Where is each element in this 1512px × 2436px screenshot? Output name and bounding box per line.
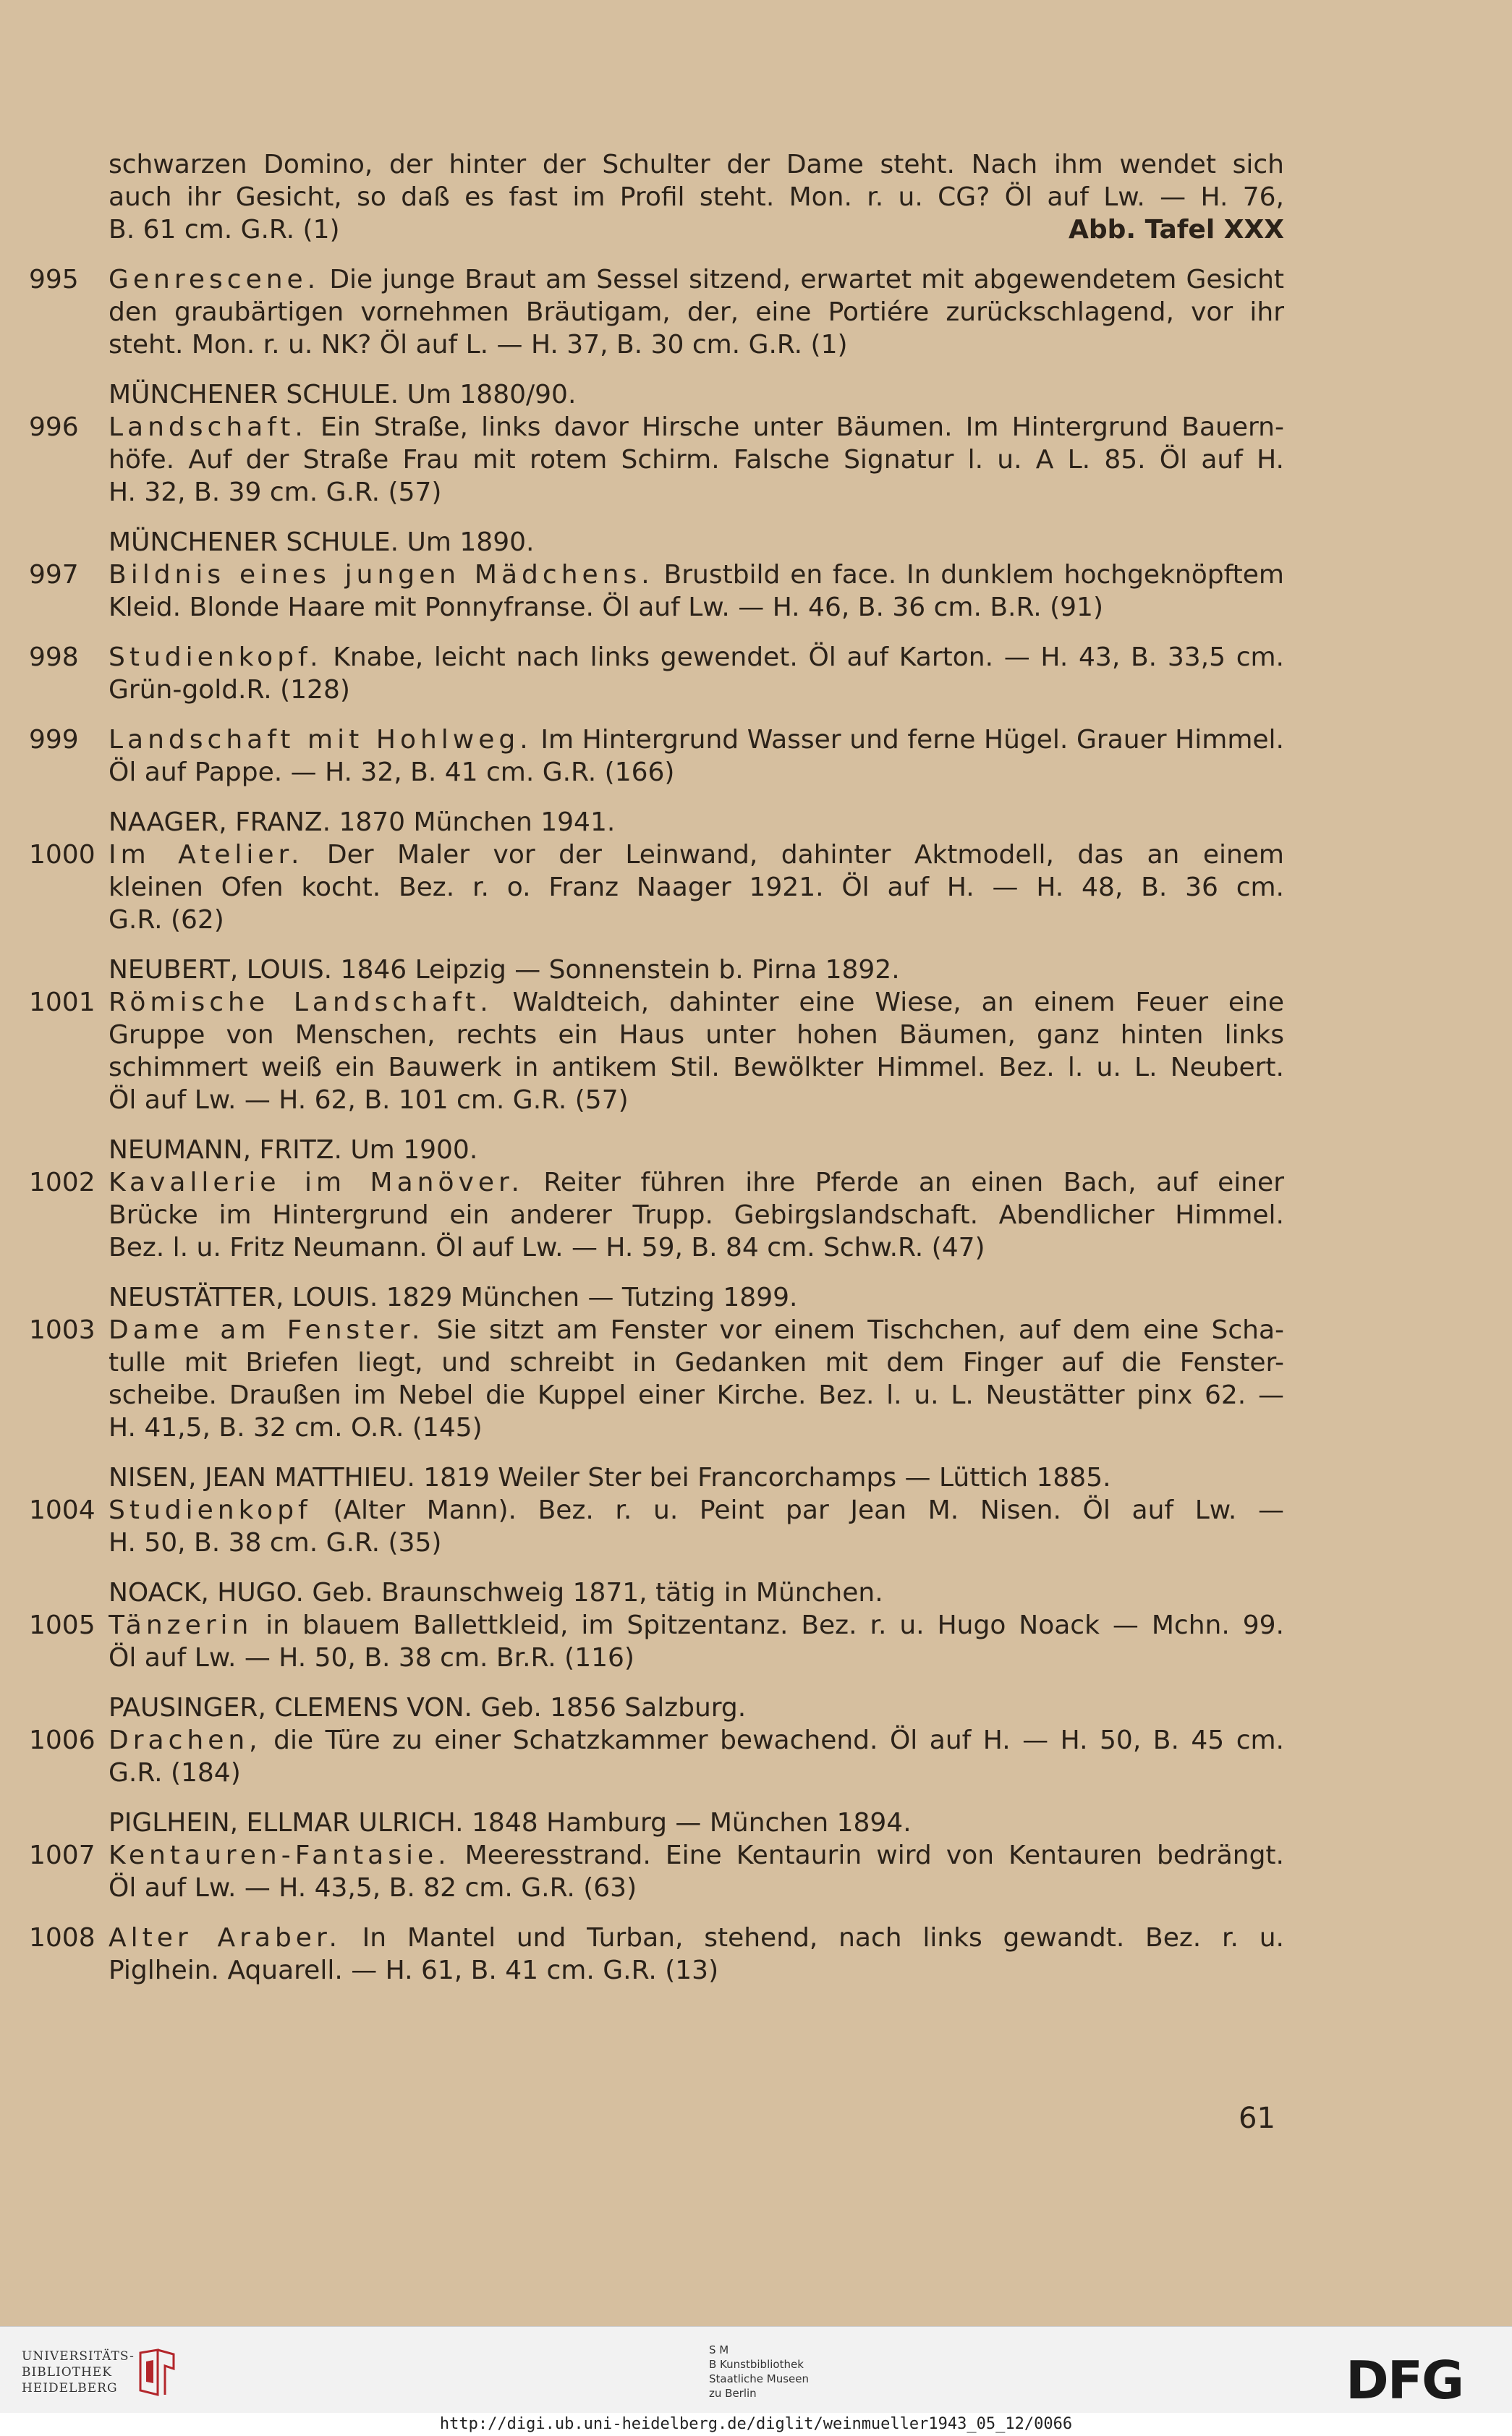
entry-text: Reiter führen ihre Pferde an einen Bach, auf einer — [523, 1168, 1284, 1197]
entry-line: steht. Mon. r. u. NK? Öl auf L. — H. 37, B. 30 cm. G.R. (1) — [109, 330, 848, 360]
entry-line: tulle mit Briefen liegt, und schreibt in Gedanken mit dem Finger auf die Fenster- — [109, 1348, 1284, 1378]
entry-line — [109, 839, 1284, 871]
entry-line: Kleid. Blonde Haare mit Ponnyfranse. Öl auf Lw. — H. 46, B. 36 cm. B.R. (91) — [109, 593, 1103, 622]
entry-line: Öl auf Lw. — H. 50, B. 38 cm. Br.R. (116) — [109, 1643, 634, 1673]
artwork-title: Studienkopf. — [109, 642, 323, 672]
artwork-title: Kentauren-Fantasie. — [109, 1841, 451, 1870]
artist-heading: MÜNCHENER SCHULE. Um 1880/90. — [109, 380, 577, 409]
entry-line: H. 50, B. 38 cm. G.R. (35) — [109, 1528, 442, 1558]
artwork-title: Studienkopf — [109, 1495, 312, 1525]
artist-heading: NEUBERT, LOUIS. 1846 Leipzig — Sonnenstein b. Pirna 1892. — [109, 955, 900, 985]
entry-line: Öl auf Lw. — H. 62, B. 101 cm. G.R. (57) — [109, 1085, 629, 1115]
plate-reference: Abb. Tafel XXX — [1068, 215, 1284, 245]
artwork-title: Dame am Fenster. — [109, 1315, 425, 1345]
catalog-entry — [29, 1494, 1284, 1559]
catalog-entry — [29, 1922, 1284, 1987]
entry-line — [109, 1166, 1284, 1199]
lot-number: 1001 — [29, 988, 95, 1017]
artwork-title: Alter Araber. — [109, 1923, 341, 1953]
entry-text: In Mantel und Turban, stehend, nach links gewandt. Bez. r. u. — [341, 1923, 1284, 1953]
entry-text: Im Hintergrund Wasser und ferne Hügel. Grauer Himmel. — [532, 725, 1284, 755]
entry-text: Waldteich, dahinter eine Wiese, an einem Feuer eine — [492, 988, 1284, 1017]
lot-number: 1003 — [29, 1315, 95, 1345]
catalog-entry — [29, 411, 1284, 509]
artist-heading: NOACK, HUGO. Geb. Braunschweig 1871, tätig in München. — [109, 1578, 883, 1608]
entry-line — [109, 1839, 1284, 1872]
catalog-entry — [29, 559, 1284, 624]
lot-number: 1004 — [29, 1495, 95, 1525]
artwork-title: Drachen, — [109, 1726, 262, 1755]
entry-line: den graubärtigen vornehmen Bräutigam, der, eine Portiére zurückschlagend, vor ihr — [109, 297, 1284, 327]
catalog-entry — [29, 839, 1284, 936]
lot-number: 1002 — [29, 1168, 95, 1197]
entry-line: höfe. Auf der Straße Frau mit rotem Schirm. Falsche Signatur l. u. A L. 85. Öl auf H. — [109, 445, 1284, 475]
catalog-entry — [29, 986, 1284, 1116]
entry-line: Öl auf Lw. — H. 43,5, B. 82 cm. G.R. (63) — [109, 1873, 637, 1903]
entry-line: G.R. (184) — [109, 1758, 241, 1788]
entry-text: (Alter Mann). Bez. r. u. Peint par Jean M. Nisen. Öl auf Lw. — — [311, 1495, 1284, 1525]
artist-heading: NISEN, JEAN MATTHIEU. 1819 Weiler Ster bei Francorchamps — Lüttich 1885. — [109, 1463, 1111, 1493]
entry-line: Brücke im Hintergrund ein anderer Trupp. Gebirgslandschaft. Abendlicher Himmel. — [109, 1200, 1284, 1230]
smb-logo[interactable] — [709, 2343, 809, 2401]
entry-line: schimmert weiß ein Bauwerk in antikem Stil. Bewölkter Himmel. Bez. l. u. L. Neubert. — [109, 1053, 1284, 1082]
entry-text: die Türe zu einer Schatzkammer bewachend. Öl auf H. — H. 50, B. 45 cm. — [261, 1726, 1284, 1755]
lot-number: 999 — [29, 725, 79, 755]
smb-logo-line: S M — [709, 2343, 729, 2356]
entry-line — [109, 1494, 1284, 1527]
entry-line: H. 32, B. 39 cm. G.R. (57) — [109, 478, 442, 507]
entry-line — [109, 213, 1284, 246]
catalog-entry — [109, 148, 1284, 246]
catalog-entry — [29, 1839, 1284, 1904]
entry-line: Öl auf Pappe. — H. 32, B. 41 cm. G.R. (166) — [109, 757, 675, 787]
lot-number: 1000 — [29, 840, 95, 870]
smb-logo-line: B Kunstbibliothek — [709, 2358, 804, 2371]
lot-number: 996 — [29, 412, 79, 442]
lot-number: 998 — [29, 642, 79, 672]
entry-line: kleinen Ofen kocht. Bez. r. o. Franz Naager 1921. Öl auf H. — H. 48, B. 36 cm. — [109, 873, 1284, 902]
lot-number: 995 — [29, 265, 79, 294]
entry-line — [109, 641, 1284, 674]
entry-line: Bez. l. u. Fritz Neumann. Öl auf Lw. — H. 59, B. 84 cm. Schw.R. (47) — [109, 1233, 985, 1262]
catalog-entry — [29, 263, 1284, 361]
lot-number: 1007 — [29, 1841, 95, 1870]
lot-number: 1008 — [29, 1923, 95, 1953]
entry-line — [109, 1609, 1284, 1642]
artist-heading: PAUSINGER, CLEMENS VON. Geb. 1856 Salzburg. — [109, 1693, 747, 1723]
entry-text: Sie sitzt am Fenster vor einem Tischchen, auf dem eine Scha- — [424, 1315, 1284, 1345]
entry-line — [109, 559, 1284, 591]
artwork-title: Bildnis eines jungen Mädchens. — [109, 560, 654, 590]
entry-line — [109, 1922, 1284, 1954]
artwork-title: Genrescene. — [109, 265, 320, 294]
university-library-logo[interactable] — [22, 2348, 135, 2396]
uni-logo-line: BIBLIOTHEK — [22, 2365, 112, 2380]
dfg-logo[interactable]: DFG — [1346, 2350, 1464, 2411]
entry-line: schwarzen Domino, der hinter der Schulter der Dame steht. Nach ihm wendet sich — [109, 150, 1284, 179]
entry-line — [109, 1314, 1284, 1346]
artwork-title: Im Atelier. — [109, 840, 304, 870]
smb-logo-line: zu Berlin — [709, 2387, 757, 2400]
entry-text: Der Maler vor der Leinwand, dahinter Aktmodell, das an einem — [303, 840, 1284, 870]
lot-number: 1006 — [29, 1726, 95, 1755]
artwork-title: Tänzerin — [109, 1610, 253, 1640]
artist-heading: PIGLHEIN, ELLMAR ULRICH. 1848 Hamburg — München 1894. — [109, 1808, 912, 1838]
artist-heading: NEUMANN, FRITZ. Um 1900. — [109, 1135, 478, 1165]
artwork-title: Landschaft. — [109, 412, 307, 442]
uni-logo-line: UNIVERSITÄTS- — [22, 2349, 135, 2364]
smb-logo-line: Staatliche Museen — [709, 2372, 809, 2385]
entry-line — [109, 411, 1284, 444]
entry-line — [109, 1724, 1284, 1757]
source-url[interactable]: http://digi.ub.uni-heidelberg.de/diglit/weinmueller1943_05_12/0066 — [0, 2413, 1512, 2436]
entry-text: Brustbild en face. In dunklem hochgeknöpftem — [653, 560, 1284, 590]
uni-logo-line: HEIDELBERG — [22, 2381, 118, 2395]
entry-line: auch ihr Gesicht, so daß es fast im Profil steht. Mon. r. u. CG? Öl auf Lw. — H. 76, — [109, 182, 1284, 212]
entry-text: B. 61 cm. G.R. (1) — [109, 215, 340, 245]
entry-text: Ein Straße, links davor Hirsche unter Bäumen. Im Hintergrund Bauern- — [307, 412, 1284, 442]
entry-text: in blauem Ballettkleid, im Spitzentanz. Bez. r. u. Hugo Noack — Mchn. 99. — [252, 1610, 1284, 1640]
catalog-text — [29, 148, 1284, 2004]
entry-line — [109, 723, 1284, 756]
entry-line: scheibe. Draußen im Nebel die Kuppel einer Kirche. Bez. l. u. L. Neustätter pinx 62. — — [109, 1380, 1284, 1410]
artist-heading: NEUSTÄTTER, LOUIS. 1829 München — Tutzing 1899. — [109, 1283, 798, 1312]
university-seal-icon — [136, 2347, 178, 2399]
catalog-entry — [29, 641, 1284, 706]
artwork-title: Kavallerie im Manöver. — [109, 1168, 524, 1197]
entry-line — [109, 263, 1284, 296]
artwork-title: Römische Landschaft. — [109, 988, 493, 1017]
entry-line: G.R. (62) — [109, 905, 224, 935]
entry-line: H. 41,5, B. 32 cm. O.R. (145) — [109, 1413, 483, 1443]
lot-number: 997 — [29, 560, 79, 590]
artist-heading: MÜNCHENER SCHULE. Um 1890. — [109, 527, 535, 557]
catalog-entry — [29, 723, 1284, 789]
catalog-entry — [29, 1724, 1284, 1789]
entry-text: Die junge Braut am Sessel sitzend, erwartet mit abgewendetem Gesicht — [320, 265, 1284, 294]
footer-bar — [0, 2326, 1512, 2414]
entry-line: Gruppe von Menschen, rechts ein Haus unter hohen Bäumen, ganz hinten links — [109, 1020, 1284, 1050]
catalog-entry — [29, 1314, 1284, 1444]
entry-line: Grün-gold.R. (128) — [109, 675, 350, 705]
artwork-title: Landschaft mit Hohlweg. — [109, 725, 532, 755]
catalog-entry — [29, 1609, 1284, 1674]
artist-heading: NAAGER, FRANZ. 1870 München 1941. — [109, 807, 616, 837]
entry-line — [109, 986, 1284, 1019]
page-number: 61 — [1239, 2102, 1275, 2135]
entry-line: Piglhein. Aquarell. — H. 61, B. 41 cm. G.R. (13) — [109, 1956, 719, 1985]
lot-number: 1005 — [29, 1610, 95, 1640]
entry-text: Knabe, leicht nach links gewendet. Öl auf Karton. — H. 43, B. 33,5 cm. — [322, 642, 1284, 672]
catalog-entry — [29, 1166, 1284, 1264]
entry-text: Meeresstrand. Eine Kentaurin wird von Kentauren bedrängt. — [450, 1841, 1284, 1870]
